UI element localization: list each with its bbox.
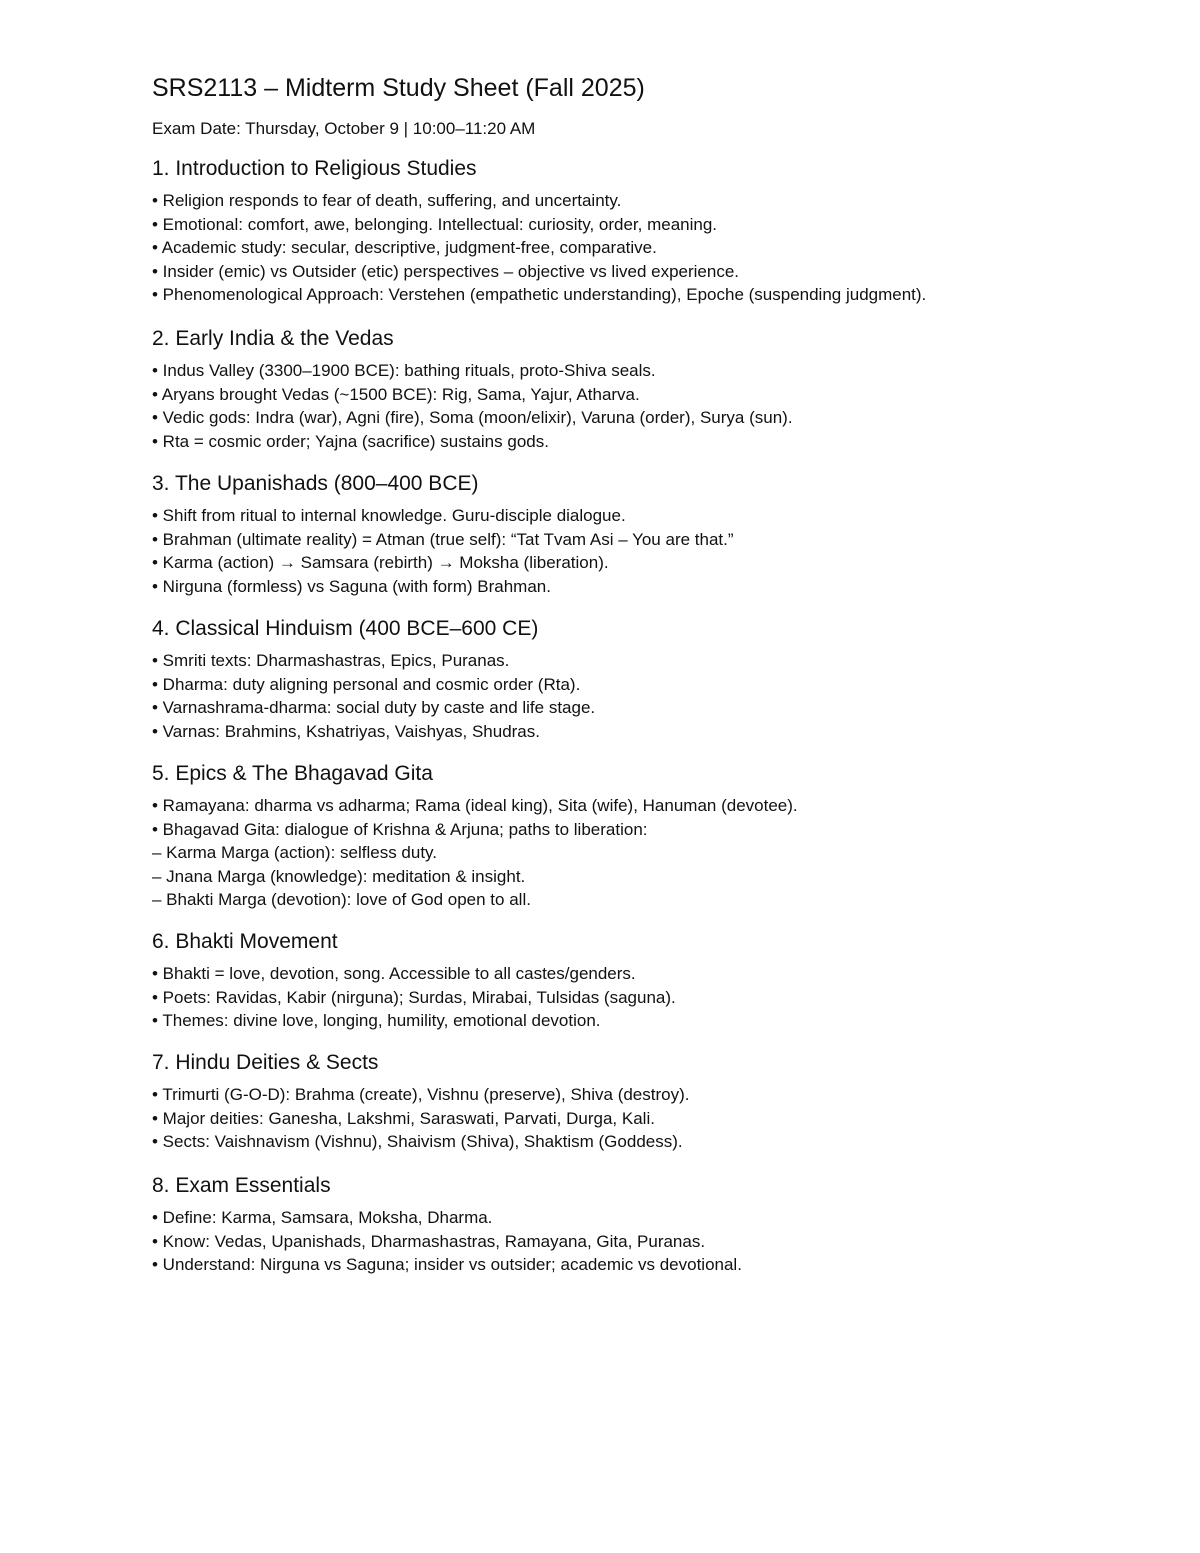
section-exam-essentials bbox=[152, 1171, 1152, 1277]
section-heading: 2. Early India & the Vedas bbox=[152, 327, 394, 350]
section-list bbox=[152, 504, 1152, 598]
list-item: • Rta = cosmic order; Yajna (sacrifice) sustains gods. bbox=[152, 431, 549, 451]
section-bhakti-movement bbox=[152, 927, 1152, 1033]
section-introduction bbox=[152, 154, 1152, 307]
list-item: • Vedic gods: Indra (war), Agni (fire), Soma (moon/elixir), Varuna (order), Surya (sun). bbox=[152, 408, 793, 427]
list-item: • Shift from ritual to internal knowledge. Guru-disciple dialogue. bbox=[152, 506, 626, 525]
section-early-india bbox=[152, 324, 1152, 453]
section-list bbox=[152, 359, 1152, 453]
section-list bbox=[152, 1083, 1152, 1154]
list-item: • Brahman (ultimate reality) = Atman (true self): “Tat Tvam Asi – You are that.” bbox=[152, 529, 734, 549]
list-item: • Varnas: Brahmins, Kshatriyas, Vaishyas, Shudras. bbox=[152, 721, 540, 741]
section-deities-sects bbox=[152, 1048, 1152, 1154]
list-item: • Academic study: secular, descriptive, judgment-free, comparative. bbox=[152, 238, 657, 257]
section-classical-hinduism bbox=[152, 614, 1152, 743]
list-item: • Sects: Vaishnavism (Vishnu), Shaivism (Shiva), Shaktism (Goddess). bbox=[152, 1132, 683, 1151]
list-item: • Religion responds to fear of death, suffering, and uncertainty. bbox=[152, 191, 622, 210]
list-item: • Insider (emic) vs Outsider (etic) perspectives – objective vs lived experience. bbox=[152, 261, 740, 281]
section-list bbox=[152, 1206, 1152, 1277]
list-item: • Varnashrama-dharma: social duty by caste and life stage. bbox=[152, 698, 596, 717]
list-item: • Understand: Nirguna vs Saguna; insider vs outsider; academic vs devotional. bbox=[152, 1255, 742, 1274]
section-heading: 8. Exam Essentials bbox=[152, 1174, 331, 1197]
list-item: • Emotional: comfort, awe, belonging. Intellectual: curiosity, order, meaning. bbox=[152, 214, 718, 234]
list-item: – Bhakti Marga (devotion): love of God open to all. bbox=[152, 890, 531, 909]
list-item: • Trimurti (G-O-D): Brahma (create), Vishnu (preserve), Shiva (destroy). bbox=[152, 1085, 690, 1104]
section-list bbox=[152, 962, 1152, 1033]
list-item: • Dharma: duty aligning personal and cosmic order (Rta). bbox=[152, 674, 581, 694]
document-title: SRS2113 – Midterm Study Sheet (Fall 2025) bbox=[152, 74, 645, 102]
list-item: • Themes: divine love, longing, humility, emotional devotion. bbox=[152, 1011, 601, 1030]
list-item: – Jnana Marga (knowledge): meditation & insight. bbox=[152, 866, 526, 886]
list-item: • Bhakti = love, devotion, song. Accessible to all castes/genders. bbox=[152, 964, 636, 983]
list-item: • Define: Karma, Samsara, Moksha, Dharma. bbox=[152, 1208, 493, 1227]
list-item: • Major deities: Ganesha, Lakshmi, Saraswati, Parvati, Durga, Kali. bbox=[152, 1108, 655, 1128]
list-item: • Poets: Ravidas, Kabir (nirguna); Surdas, Mirabai, Tulsidas (saguna). bbox=[152, 987, 676, 1007]
section-list bbox=[152, 189, 1152, 307]
section-heading: 3. The Upanishads (800–400 BCE) bbox=[152, 472, 479, 495]
list-item: • Phenomenological Approach: Verstehen (empathetic understanding), Epoche (suspending judgment). bbox=[152, 285, 927, 304]
section-heading: 5. Epics & The Bhagavad Gita bbox=[152, 762, 433, 785]
list-item: • Ramayana: dharma vs adharma; Rama (ideal king), Sita (wife), Hanuman (devotee). bbox=[152, 796, 798, 815]
list-item: • Know: Vedas, Upanishads, Dharmashastras, Ramayana, Gita, Puranas. bbox=[152, 1231, 706, 1251]
section-heading: 7. Hindu Deities & Sects bbox=[152, 1051, 379, 1074]
list-item: • Karma (action) → Samsara (rebirth) → Moksha (liberation). bbox=[152, 553, 609, 572]
list-item: • Bhagavad Gita: dialogue of Krishna & Arjuna; paths to liberation: bbox=[152, 819, 648, 839]
list-item: • Smriti texts: Dharmashastras, Epics, Puranas. bbox=[152, 651, 510, 670]
list-item: • Nirguna (formless) vs Saguna (with form) Brahman. bbox=[152, 576, 551, 596]
section-epics-gita bbox=[152, 759, 1152, 912]
list-item: – Karma Marga (action): selfless duty. bbox=[152, 843, 438, 862]
section-list bbox=[152, 649, 1152, 743]
section-list bbox=[152, 794, 1152, 912]
section-heading: 4. Classical Hinduism (400 BCE–600 CE) bbox=[152, 617, 539, 640]
list-item: • Indus Valley (3300–1900 BCE): bathing rituals, proto-Shiva seals. bbox=[152, 361, 656, 380]
section-heading: 6. Bhakti Movement bbox=[152, 930, 338, 953]
section-heading: 1. Introduction to Religious Studies bbox=[152, 157, 477, 180]
list-item: • Aryans brought Vedas (~1500 BCE): Rig, Sama, Yajur, Atharva. bbox=[152, 384, 640, 404]
exam-date: Exam Date: Thursday, October 9 | 10:00–11:20 AM bbox=[152, 119, 536, 138]
section-upanishads bbox=[152, 469, 1152, 598]
